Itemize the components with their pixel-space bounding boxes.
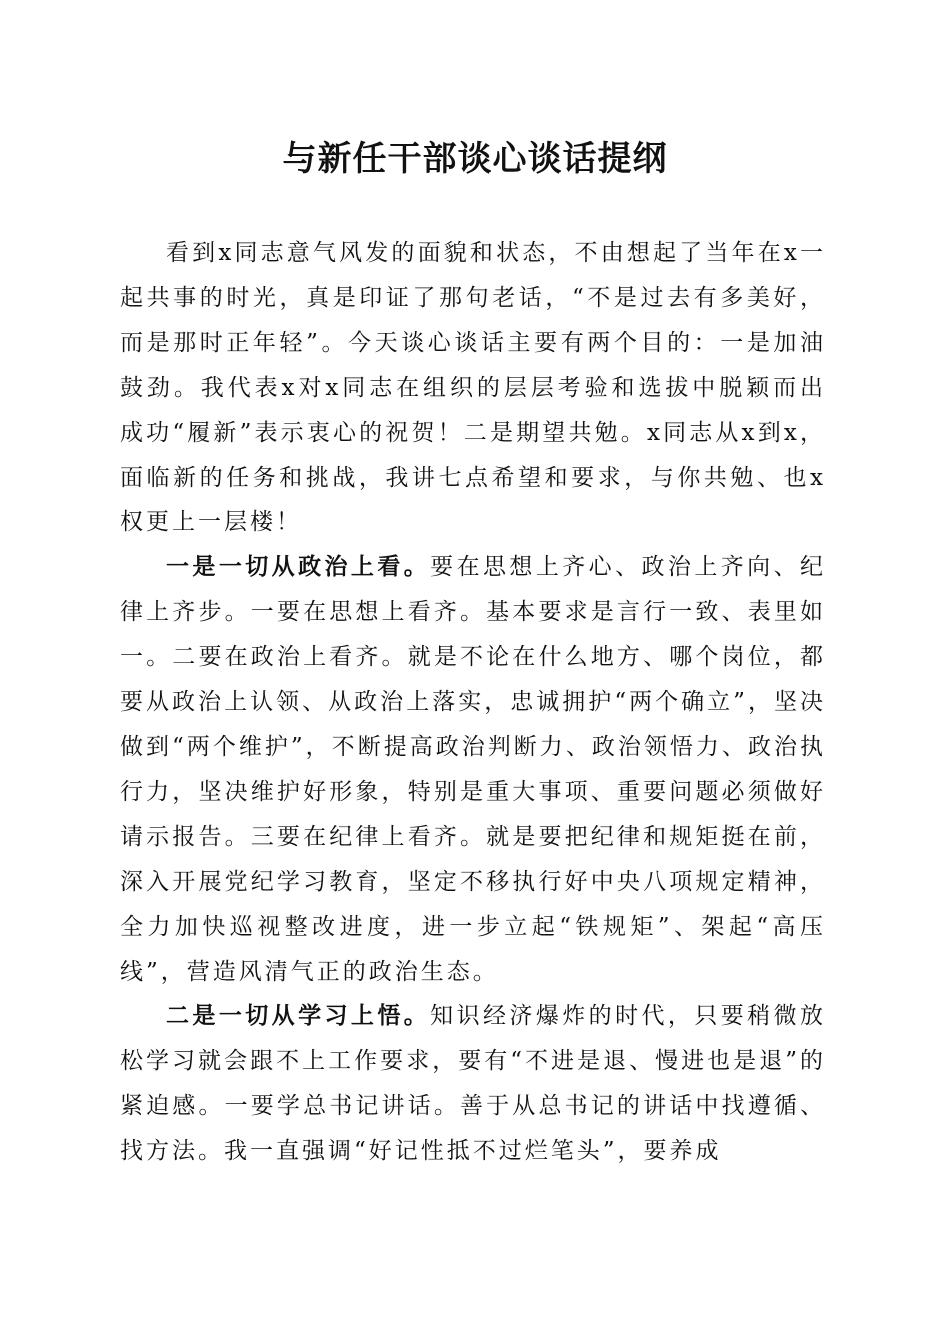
paragraph-text: 知识经济爆炸的时代，只要稍微放松学习就会跟不上工作要求，要有“不进是退、慢进也是退”的紧迫感。一要学总书记讲话。善于从总书记的讲话中找遵循、找方法。我一直强调“好记性抵不过烂笔头”，要养成 <box>120 1003 827 1165</box>
paragraph-intro <box>120 231 826 545</box>
paragraph-lead: 一是一切从政治上看。 <box>166 553 431 581</box>
paragraph-lead: 二是一切从学习上悟。 <box>166 1002 431 1030</box>
paragraph-politics <box>120 545 826 994</box>
paragraph-text: 要在思想上齐心、政治上齐向、纪律上齐步。一要在思想上看齐。基本要求是言行一致、表里如一。二要在政治上看齐。就是不论在什么地方、哪个岗位，都要从政治上认领、从政治上落实，忠诚拥护“两个确立”，坚决做到“两个维护”，不断提高政治判断力、政治领悟力、政治执行力，坚决维护好形象，特别是重大事项、重要问题必须做好请示报告。三要在纪律上看齐。就是要把纪律和规矩挺在前，深入开展党纪学习教育，坚定不移执行好中央八项规定精神，全力加快巡视整改进度，进一步立起“铁规矩”、架起“高压线”，营造风清气正的政治生态。 <box>120 554 827 985</box>
paragraph-text: 看到x同志意气风发的面貌和状态，不由想起了当年在x一起共事的时光，真是印证了那句老话，“不是过去有多美好，而是那时正年轻”。今天谈心谈话主要有两个目的：一是加油鼓劲。我代表x对x同志在组织的层层考验和选拔中脱颖而出成功“履新”表示衷心的祝贺！二是期望共勉。x同志从x到x，面临新的任务和挑战，我讲七点希望和要求，与你共勉、也x权更上一层楼！ <box>120 240 826 536</box>
paragraph-learning <box>120 994 826 1174</box>
page-title: 与新任干部谈心谈话提纲 <box>282 139 668 179</box>
document-body <box>120 231 826 1174</box>
